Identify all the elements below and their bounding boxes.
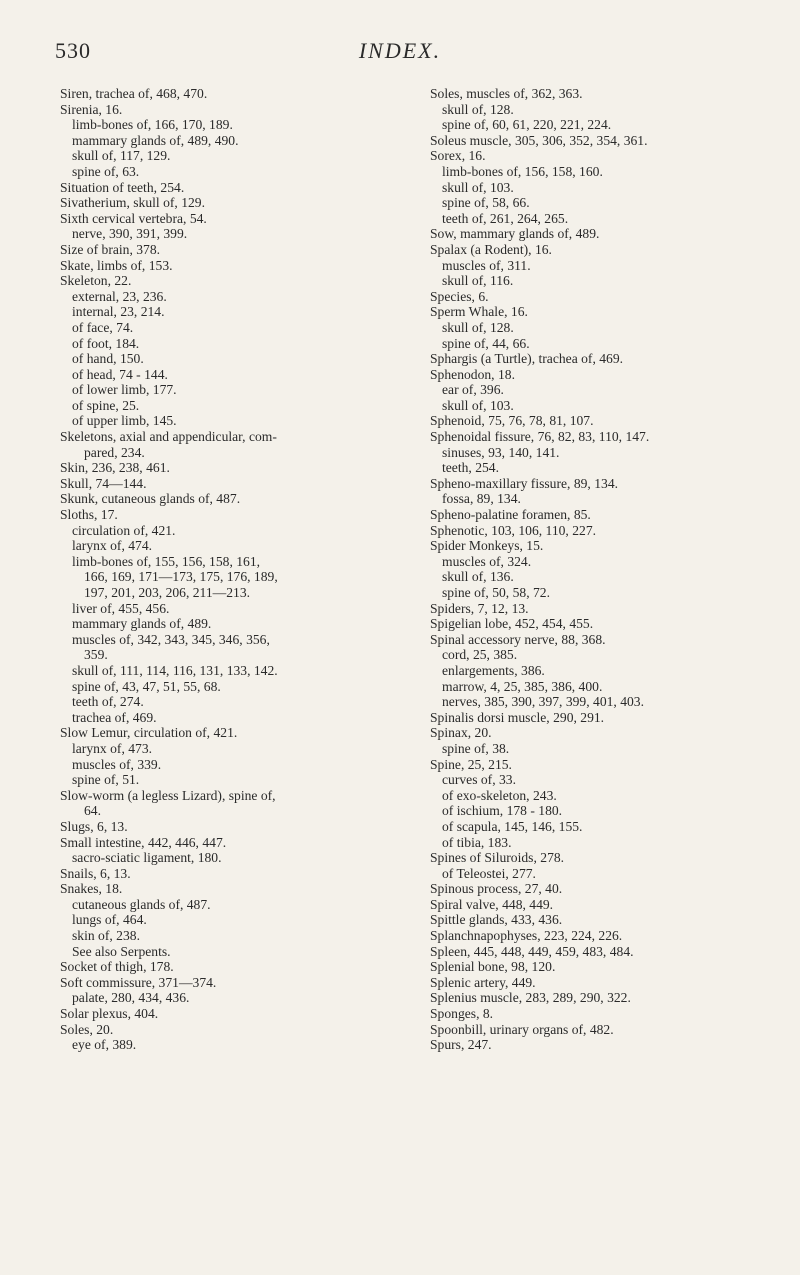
index-entry: Soles, 20. <box>60 1021 114 1037</box>
index-entry: Spinalis dorsi muscle, 290, 291. <box>430 709 605 725</box>
index-subentry: of lower limb, 177. <box>72 382 177 398</box>
index-entry: Spittle glands, 433, 436. <box>430 912 563 928</box>
index-subentry: curves of, 33. <box>442 772 516 788</box>
index-entry: Soft commissure, 371—374. <box>60 974 217 990</box>
index-subentry: liver of, 455, 456. <box>72 600 170 616</box>
index-entry: Sphenotic, 103, 106, 110, 227. <box>430 522 597 538</box>
index-entry: Sloths, 17. <box>60 507 118 523</box>
index-entry: Spinal accessory nerve, 88, 368. <box>430 631 606 647</box>
index-column-right <box>430 86 780 1053</box>
index-subentry: teeth of, 274. <box>72 694 144 710</box>
index-subentry: spine of, 44, 66. <box>442 335 530 351</box>
index-entry: Spurs, 247. <box>430 1037 492 1053</box>
index-entry: Skeleton, 22. <box>60 273 132 289</box>
index-subentry: skull of, 103. <box>442 397 514 413</box>
index-entry: Slow-worm (a legless Lizard), spine of, <box>60 787 276 803</box>
index-subentry: muscles of, 311. <box>442 257 531 273</box>
index-subentry: nerves, 385, 390, 397, 399, 401, 403. <box>442 694 645 710</box>
index-entry: Siren, trachea of, 468, 470. <box>60 86 208 101</box>
index-subentry: larynx of, 474. <box>72 538 153 554</box>
index-entry: Skunk, cutaneous glands of, 487. <box>60 491 241 507</box>
index-entry: Socket of thigh, 178. <box>60 959 174 975</box>
index-subentry: spine of, 50, 58, 72. <box>442 585 550 600</box>
index-entry: Splenius muscle, 283, 289, 290, 322. <box>430 990 631 1006</box>
index-column-left <box>60 86 390 1053</box>
index-entry: Splenial bone, 98, 120. <box>430 959 556 975</box>
index-entry: Small intestine, 442, 446, 447. <box>60 834 227 850</box>
index-subentry: trachea of, 469. <box>72 709 157 725</box>
index-subentry: skin of, 238. <box>72 928 140 944</box>
index-entry: Spheno-palatine foramen, 85. <box>430 507 591 523</box>
index-subentry: ear of, 396. <box>442 382 504 398</box>
index-subentry: spine of, 43, 47, 51, 55, 68. <box>72 678 221 694</box>
index-entry: Sorex, 16. <box>430 148 486 164</box>
index-subentry: of Teleostei, 277. <box>442 865 536 881</box>
index-subentry: of upper limb, 145. <box>72 413 177 429</box>
index-entry: Sixth cervical vertebra, 54. <box>60 210 207 226</box>
index-subentry: teeth, 254. <box>442 460 500 476</box>
index-subentry: limb-bones of, 156, 158, 160. <box>442 163 603 179</box>
index-entry: Spines of Siluroids, 278. <box>430 850 565 866</box>
index-subentry: of tibia, 183. <box>442 834 512 850</box>
index-entry: Spider Monkeys, 15. <box>430 538 544 554</box>
index-subentry: See also Serpents. <box>72 943 171 959</box>
index-subentry: palate, 280, 434, 436. <box>72 990 190 1006</box>
index-entry: Splanchnapophyses, 223, 224, 226. <box>430 928 623 944</box>
index-subentry: lungs of, 464. <box>72 912 147 928</box>
index-entry: Soleus muscle, 305, 306, 352, 354, 361. <box>430 132 648 148</box>
index-subentry: 197, 201, 203, 206, 211—213. <box>84 585 251 600</box>
index-entry: Sow, mammary glands of, 489. <box>430 226 600 242</box>
index-subentry: 166, 169, 171—173, 175, 176, 189, <box>84 569 278 585</box>
index-subentry: cutaneous glands of, 487. <box>72 896 211 912</box>
index-subentry: limb-bones of, 166, 170, 189. <box>72 117 233 133</box>
index-subentry: muscles of, 342, 343, 345, 346, 356, <box>72 631 270 647</box>
index-entry: Spoonbill, urinary organs of, 482. <box>430 1021 614 1037</box>
index-subentry: pared, 234. <box>84 444 145 460</box>
index-entry: Slugs, 6, 13. <box>60 818 128 834</box>
index-subentry: circulation of, 421. <box>72 522 176 538</box>
index-entry: Sirenia, 16. <box>60 101 123 117</box>
index-subentry: 64. <box>84 803 101 819</box>
index-entry: Spiral valve, 448, 449. <box>430 896 554 912</box>
index-subentry: spine of, 38. <box>442 740 510 756</box>
index-subentry: skull of, 103. <box>442 179 514 195</box>
index-entry: Spigelian lobe, 452, 454, 455. <box>430 616 594 632</box>
index-subentry: spine of, 58, 66. <box>442 195 530 211</box>
index-subentry: of face, 74. <box>72 319 134 335</box>
index-entry: Spiders, 7, 12, 13. <box>430 600 529 616</box>
index-entry: Splenic artery, 449. <box>430 974 536 990</box>
index-subentry: of foot, 184. <box>72 335 140 351</box>
index-entry: Sivatherium, skull of, 129. <box>60 195 205 211</box>
index-entry: Spinax, 20. <box>430 725 492 741</box>
index-subentry: of exo-skeleton, 243. <box>442 787 557 803</box>
index-entry: Skeletons, axial and appendicular, com- <box>60 429 277 445</box>
index-entry: Sphenoid, 75, 76, 78, 81, 107. <box>430 413 594 429</box>
index-entry: Spinous process, 27, 40. <box>430 881 563 897</box>
index-subentry: muscles of, 324. <box>442 553 532 569</box>
index-entry: Skull, 74—144. <box>60 475 147 491</box>
index-entry: Soles, muscles of, 362, 363. <box>430 86 583 101</box>
index-entry: Sphenodon, 18. <box>430 366 515 382</box>
index-subentry: enlargements, 386. <box>442 662 545 678</box>
index-subentry: teeth of, 261, 264, 265. <box>442 210 569 226</box>
index-subentry: marrow, 4, 25, 385, 386, 400. <box>442 678 603 694</box>
index-subentry: sinuses, 93, 140, 141. <box>442 444 560 460</box>
index-subentry: sacro-sciatic ligament, 180. <box>72 850 222 866</box>
index-subentry: nerve, 390, 391, 399. <box>72 226 188 242</box>
index-entry: Spleen, 445, 448, 449, 459, 483, 484. <box>430 943 634 959</box>
index-subentry: larynx of, 473. <box>72 740 153 756</box>
index-subentry: skull of, 128. <box>442 319 514 335</box>
index-subentry: skull of, 117, 129. <box>72 148 171 164</box>
index-entry: Spheno-maxillary fissure, 89, 134. <box>430 475 619 491</box>
index-subentry: skull of, 128. <box>442 101 514 117</box>
index-entry: Sperm Whale, 16. <box>430 304 528 320</box>
index-subentry: of hand, 150. <box>72 351 144 367</box>
index-entry: Sphargis (a Turtle), trachea of, 469. <box>430 351 624 367</box>
index-subentry: 359. <box>84 647 108 663</box>
index-entry: Species, 6. <box>430 288 489 304</box>
index-subentry: skull of, 136. <box>442 569 514 585</box>
index-subentry: mammary glands of, 489, 490. <box>72 132 239 148</box>
index-entry: Size of brain, 378. <box>60 241 161 257</box>
index-entry: Spine, 25, 215. <box>430 756 512 772</box>
index-subentry: spine of, 51. <box>72 772 140 788</box>
index-entry: Skin, 236, 238, 461. <box>60 460 170 476</box>
index-subentry: external, 23, 236. <box>72 288 167 304</box>
index-subentry: of ischium, 178 - 180. <box>442 803 563 819</box>
index-entry: Situation of teeth, 254. <box>60 179 185 195</box>
index-entry: Spalax (a Rodent), 16. <box>430 241 552 257</box>
index-subentry: spine of, 63. <box>72 163 140 179</box>
index-subentry: of head, 74 - 144. <box>72 366 168 382</box>
index-entry: Solar plexus, 404. <box>60 1006 159 1022</box>
index-entry: Sponges, 8. <box>430 1006 494 1022</box>
index-subentry: cord, 25, 385. <box>442 647 518 663</box>
index-entry: Snakes, 18. <box>60 881 123 897</box>
index-subentry: fossa, 89, 134. <box>442 491 521 507</box>
page-header <box>0 38 800 68</box>
index-entry: Snails, 6, 13. <box>60 865 131 881</box>
index-subentry: skull of, 116. <box>442 273 514 289</box>
index-subentry: eye of, 389. <box>72 1037 137 1053</box>
page-number: 530 <box>55 38 91 63</box>
index-entry: Slow Lemur, circulation of, 421. <box>60 725 238 741</box>
index-subentry: of scapula, 145, 146, 155. <box>442 818 583 834</box>
index-subentry: spine of, 60, 61, 220, 221, 224. <box>442 117 612 133</box>
index-subentry: of spine, 25. <box>72 397 140 413</box>
index-subentry: internal, 23, 214. <box>72 304 165 320</box>
index-subentry: skull of, 111, 114, 116, 131, 133, 142. <box>72 662 278 678</box>
running-title: INDEX. <box>358 38 442 63</box>
index-entry: Skate, limbs of, 153. <box>60 257 173 273</box>
index-subentry: muscles of, 339. <box>72 756 162 772</box>
index-subentry: mammary glands of, 489. <box>72 616 212 632</box>
index-subentry: limb-bones of, 155, 156, 158, 161, <box>72 553 261 569</box>
index-entry: Sphenoidal fissure, 76, 82, 83, 110, 147. <box>430 429 650 445</box>
